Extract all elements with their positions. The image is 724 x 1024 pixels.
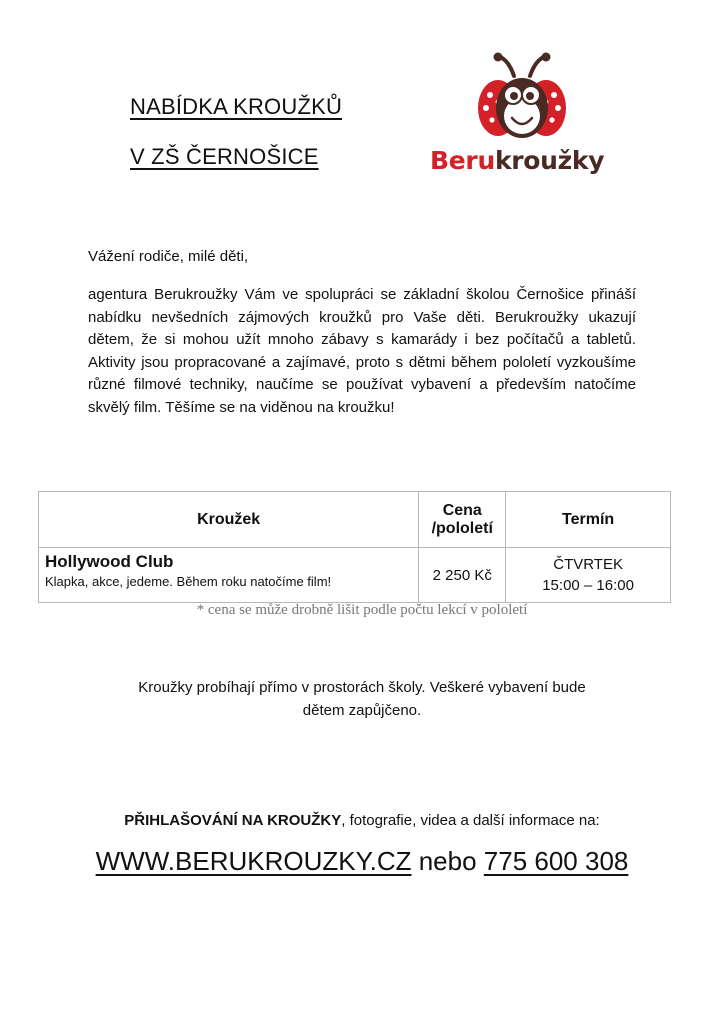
club-term xyxy=(506,548,671,603)
phone-link[interactable]: 775 600 308 xyxy=(483,846,629,876)
header-term: Termín xyxy=(506,492,671,548)
club-price: 2 250 Kč xyxy=(419,548,506,603)
club-description: Klapka, akce, jedeme. Během roku natočíme film! xyxy=(45,574,332,589)
page-title-line2: V ZŠ ČERNOŠICE xyxy=(130,144,319,169)
brand-part-beru: Beru xyxy=(430,146,495,175)
info-line1: Kroužky probíhají přímo v prostorách školy. Veškeré vybavení bude xyxy=(138,679,586,696)
ladybug-mascot-icon xyxy=(428,50,618,150)
info-line2: dětem zapůjčeno. xyxy=(302,702,422,719)
club-name: Hollywood Club xyxy=(45,552,174,571)
contact-connector: nebo xyxy=(411,846,484,876)
club-time: 15:00 – 16:00 xyxy=(542,577,634,594)
berukrouzky-logo xyxy=(428,50,618,190)
brand-wordmark xyxy=(430,146,604,175)
offers-table xyxy=(38,491,671,603)
letter-greeting: Vážení rodiče, milé děti, xyxy=(88,248,249,265)
header-club: Kroužek xyxy=(39,492,419,548)
header-price-line2: /pololetí xyxy=(431,519,493,537)
contact-line xyxy=(0,846,724,877)
table-row xyxy=(39,548,671,603)
website-link[interactable]: WWW.BERUKROUZKY.CZ xyxy=(95,846,412,876)
club-cell xyxy=(39,548,419,603)
page-title-line1: NABÍDKA KROUŽKŮ xyxy=(130,94,343,119)
signup-rest: , fotografie, videa a další informace na: xyxy=(341,812,600,829)
header-price xyxy=(419,492,506,548)
letter-body: agentura Berukroužky Vám ve spolupráci se základní školou Černošice přináší nabídku nevšedních zájmových kroužků pro Vaše děti. Berukroužky ukazují dětem, že si mohou užít mnoho zábavy s kamarády i bez počítačů a tabletů. Aktivity jsou propracované a zajímavé, proto s dětmi během pololetí vyzkoušíme různé filmové techniky, naučíme se používat vybavení a především natočíme skvělý film. Těšíme se na viděnou na kroužku! xyxy=(88,286,636,416)
brand-part-krouzky: kroužky xyxy=(494,146,605,175)
price-note: * cena se může drobně lišit podle počtu lekcí v pololetí xyxy=(196,602,528,618)
signup-heading: PŘIHLAŠOVÁNÍ NA KROUŽKY xyxy=(124,812,342,829)
club-day: ČTVRTEK xyxy=(553,556,623,573)
info-paragraph xyxy=(0,676,724,722)
header-price-line1: Cena xyxy=(442,501,482,519)
table-header-row xyxy=(39,492,671,548)
signup-line xyxy=(0,812,724,829)
